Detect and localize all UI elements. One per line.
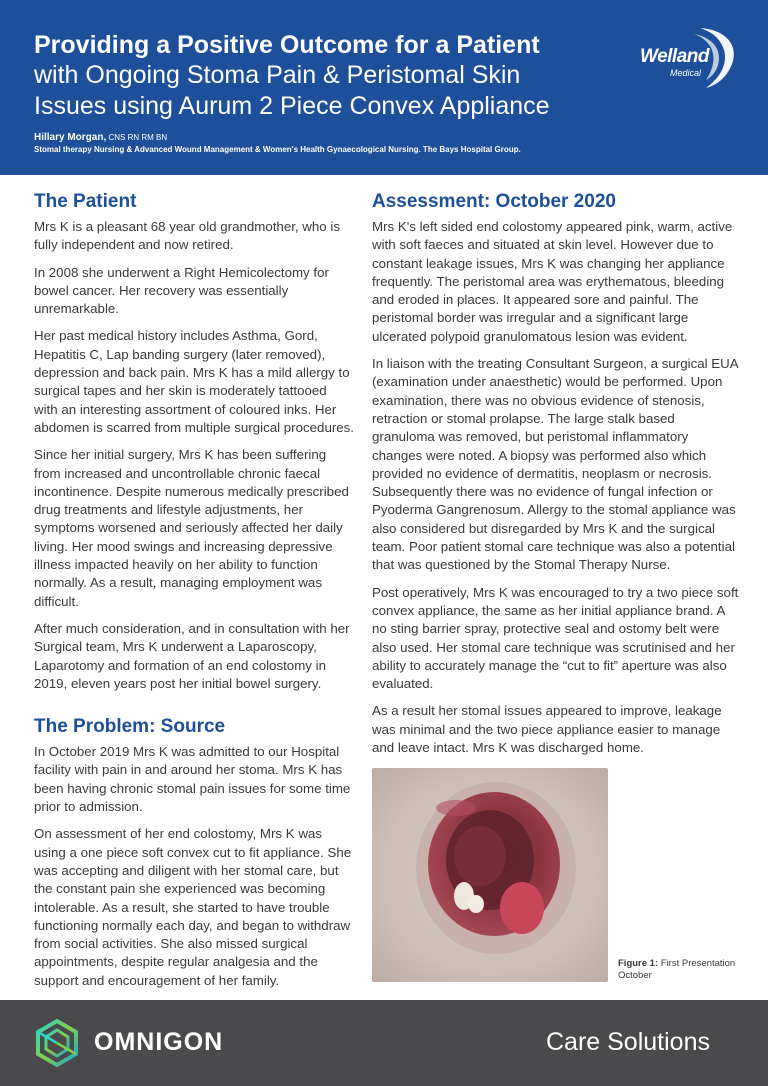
assessment-paragraph: Mrs K's left sided end colostomy appeared pink, warm, active with soft faeces and situated at skin level. However due to constant leakage issues, Mrs K was changing her appliance frequently. The peristomal area was erythematous, bleeding and eroded in places. It appeared sore and painful. The peristomal border was irregular and a significant large ulcerated polypoid granulomatous lesion was evident.: [372, 219, 733, 344]
patient-paragraph: In 2008 she underwent a Right Hemicolectomy for bowel cancer. Her recovery was essentially unremarkable.: [34, 264, 329, 317]
patient-paragraph: Mrs K is a pleasant 68 year old grandmother, who is fully independent and now retired.: [34, 219, 340, 253]
heading-the-patient: The Patient: [34, 191, 137, 212]
heading-assessment: Assessment: October 2020: [372, 191, 616, 212]
author-credentials: CNS RN RM BN: [106, 133, 168, 142]
author-affiliation: Stomal therapy Nursing & Advanced Wound Management & Women's Health Gynaecological Nursing. The Bays Hospital Group.: [34, 145, 521, 154]
author-name: Hillary Morgan,: [34, 132, 107, 143]
title-line-3: Issues using Aurum 2 Piece Convex Appliance: [34, 92, 550, 120]
assessment-paragraph: Post operatively, Mrs K was encouraged to try a two piece soft convex appliance, the same as her initial appliance brand. A no sting barrier spray, protective seal and ostomy belt were also used. Her stomal care technique was scrutinised and her ability to accurately manage the “cut to fit” aperture was also evaluated.: [372, 584, 739, 692]
author-line: [34, 132, 167, 143]
figure-caption: [618, 958, 738, 982]
logo-sub-text: Medical: [670, 68, 702, 78]
problem-paragraph: In October 2019 Mrs K was admitted to our Hospital facility with pain in and around her stoma. Mrs K has been having chronic stomal pain issues for some time prior to admission.: [34, 744, 351, 815]
footer-brand: OMNIGON: [94, 1028, 224, 1056]
header-banner: [0, 0, 768, 175]
problem-paragraph: On assessment of her end colostomy, Mrs K was using a one piece soft convex cut to fit appliance. She was accepting and diligent with her stomal care, but the constant pain she experienced was becoming intolerable. As a result, she started to have trouble functioning normally each day, and began to withdraw from social activities. She also missed surgical appointments, despite regular analgesia and the support and encouragement of her family.: [34, 826, 352, 988]
title-line-2: with Ongoing Stoma Pain & Peristomal Skin: [34, 61, 521, 89]
figure-caption-text: First Presentation October: [618, 958, 736, 981]
footer-tagline: Care Solutions: [546, 1028, 710, 1056]
omnigon-knot-icon: [32, 1018, 82, 1068]
figure-label: Figure 1:: [618, 958, 659, 969]
footer-bar: [0, 1000, 768, 1086]
patient-paragraph: Since her initial surgery, Mrs K has been suffering from increased and uncontrollable chronic faecal incontinence. Despite numerous medically prescribed drug treatments and lifestyle adjustments, her symptoms worsened and seriously affected her daily living. Her mood swings and increasing depressive illness impacted heavily on her ability to function normally. As a result, managing employment was difficult.: [34, 447, 349, 609]
assessment-paragraph: In liaison with the treating Consultant Surgeon, a surgical EUA (examination under anaesthetic) would be performed. Upon examination, there was no obvious evidence of stenosis, retraction or stomal prolapse. The large stalk based granuloma was removed, but peristomal inflammatory changes were noted. A biopsy was performed also which provided no evidence of dermatitis, neoplasm or necrosis. Subsequently there was no evidence of fungal infection or Pyoderma Gangrenosum. Allergy to the stomal appliance was also considered but disregarded by Mrs K and the surgical team. Poor patient stomal care technique was also a potential that was questioned by the Stomal Therapy Nurse.: [372, 356, 738, 573]
left-column: [34, 190, 354, 999]
title-line-1: Providing a Positive Outcome for a Patient: [34, 31, 540, 59]
patient-paragraph: After much consideration, and in consultation with her Surgical team, Mrs K underwent a Laparoscopy, Laparotomy and formation of an end colostomy in 2019, eleven years post her initial bowel surgery.: [34, 620, 350, 691]
stoma-photo: [372, 768, 608, 982]
welland-logo: [630, 24, 740, 94]
logo-brand-text: Welland: [640, 46, 709, 67]
assessment-paragraph: As a result her stomal issues appeared to improve, leakage was minimal and the two piece appliance easier to manage and leave intact. Mrs K was discharged home.: [372, 703, 722, 756]
right-column: [372, 190, 740, 766]
patient-paragraph: Her past medical history includes Asthma, Gord, Hepatitis C, Lap banding surgery (later removed), depression and back pain. Mrs K has a mild allergy to surgical tapes and her skin is moderately tattooed with an interesting assortment of coloured inks. Her abdomen is scarred from multiple surgical procedures.: [34, 328, 355, 435]
heading-the-problem: The Problem: Source: [34, 716, 226, 738]
